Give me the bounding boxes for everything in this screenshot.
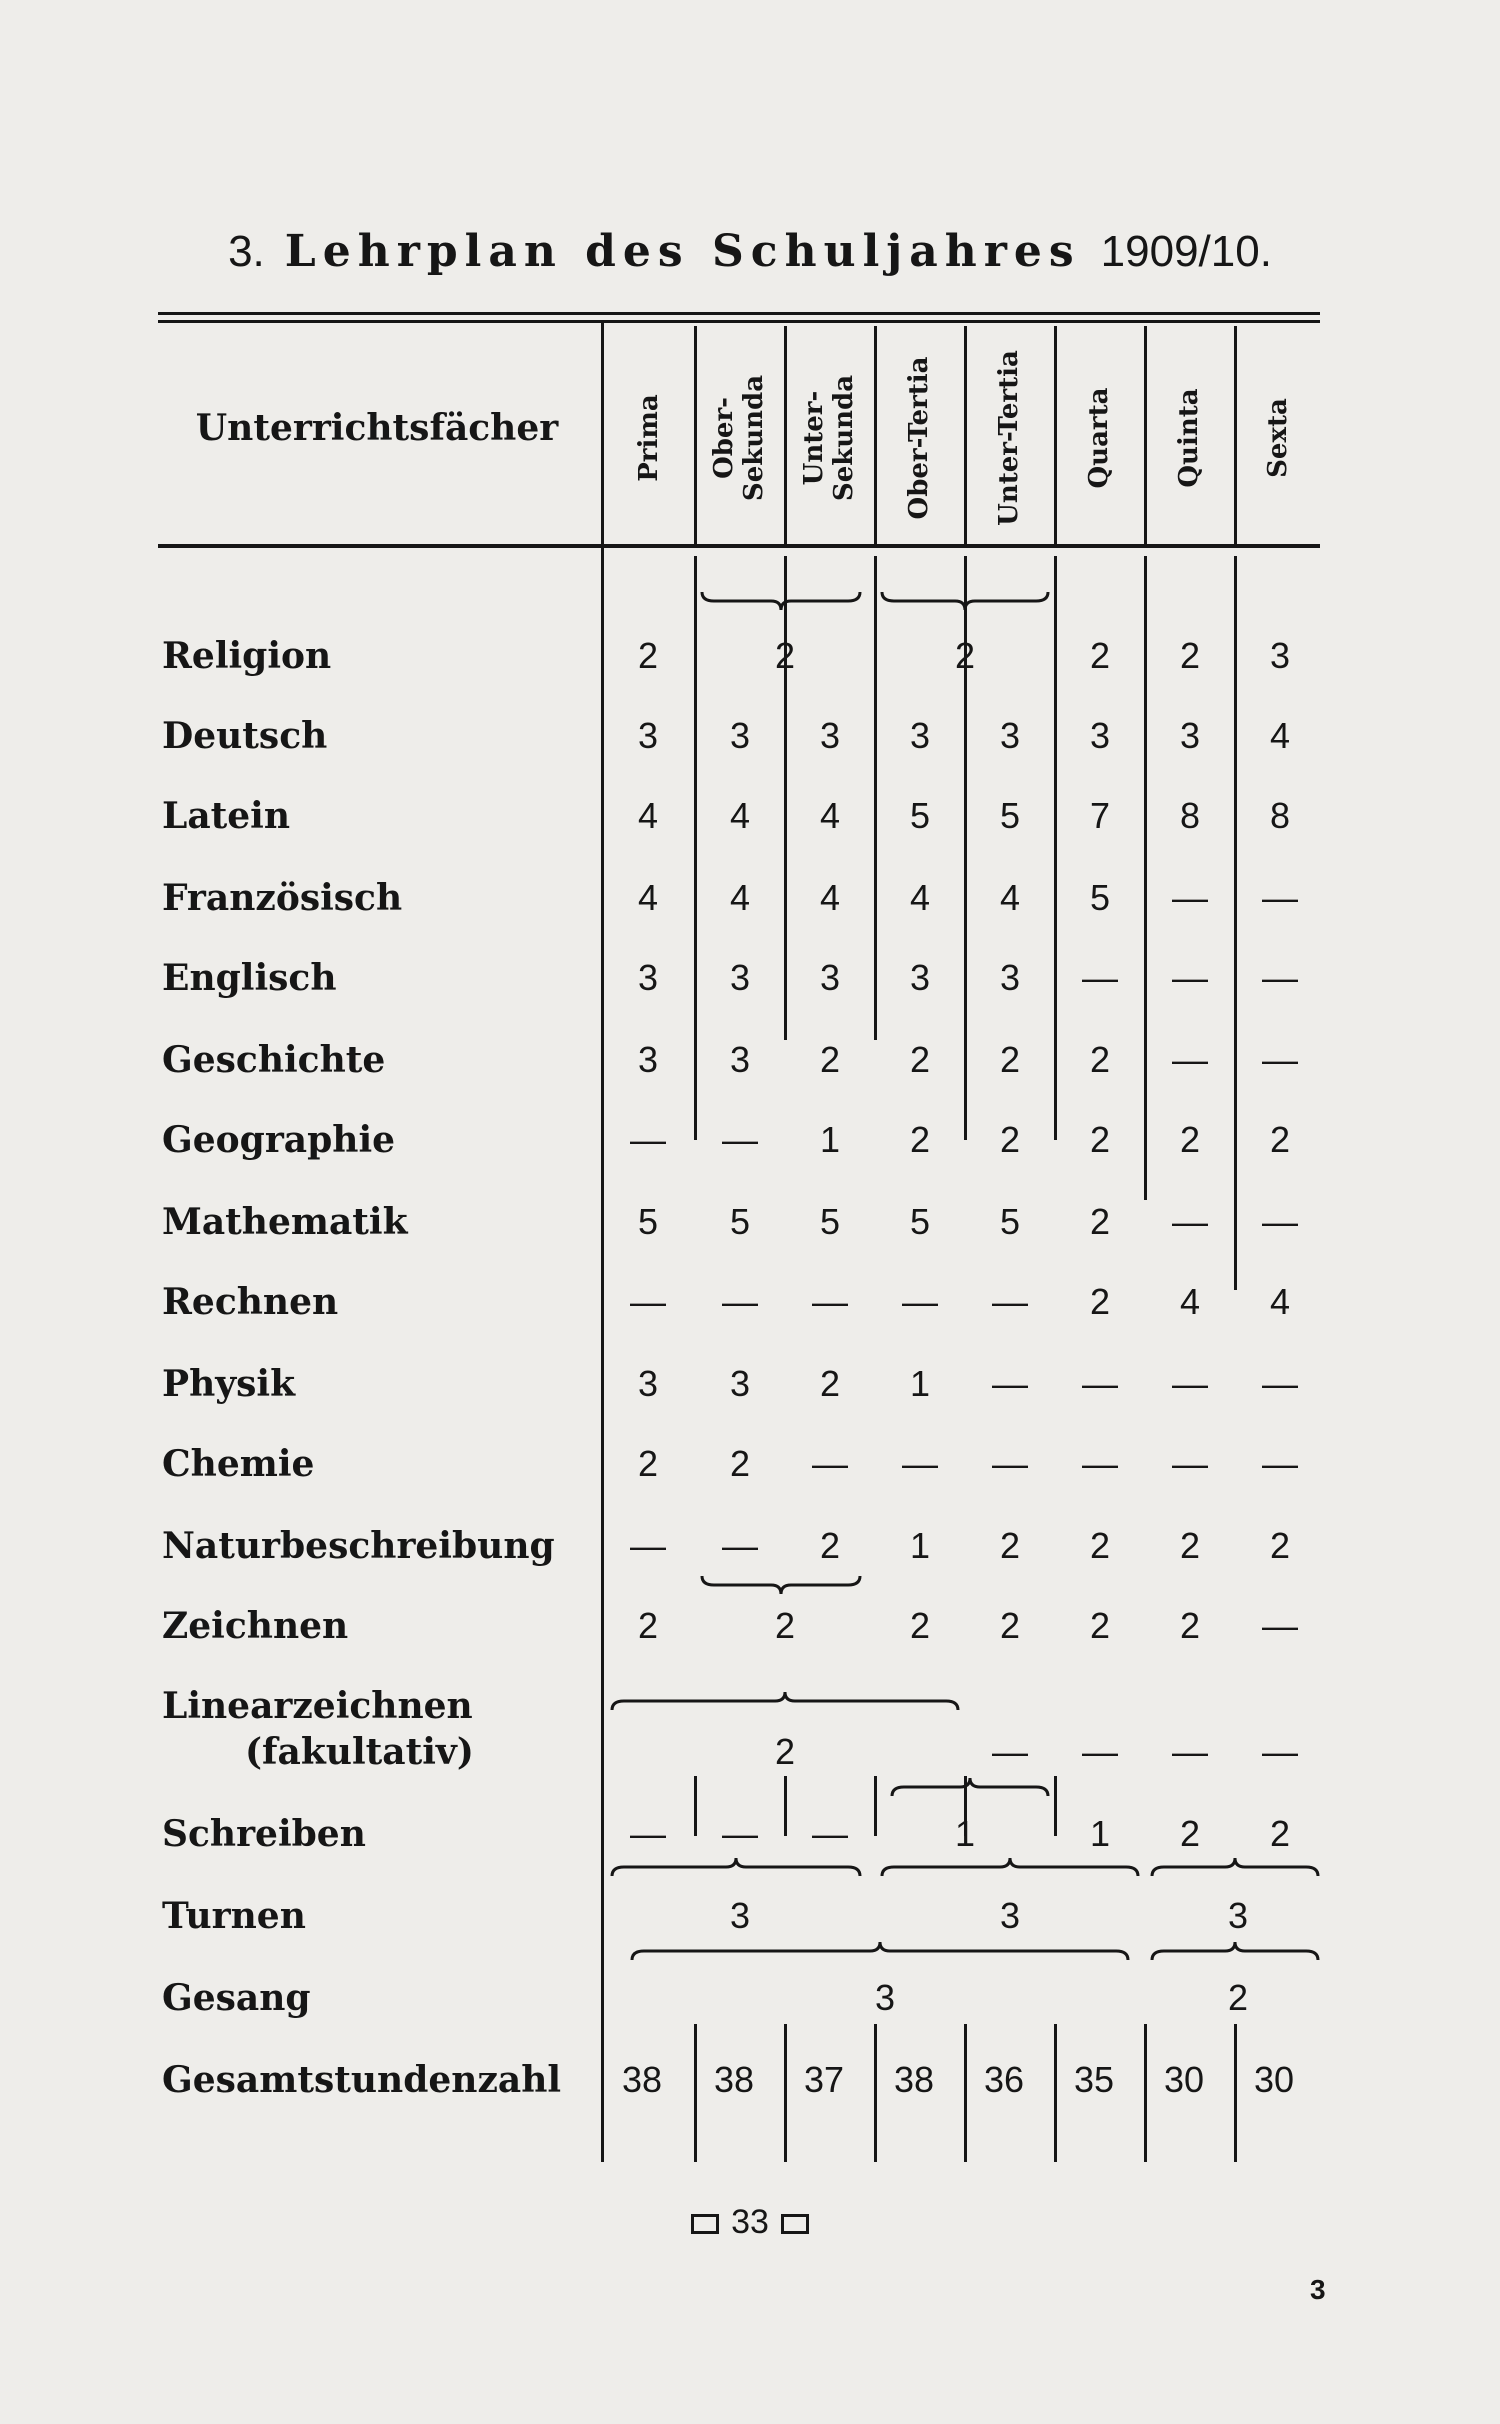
table-cell: 2 — [774, 635, 796, 676]
table-cell: — — [1262, 1731, 1298, 1772]
column-header-label — [1263, 398, 1293, 478]
column-header-line: Unter-Tertia — [994, 350, 1024, 526]
table-cell: 3 — [1269, 635, 1291, 676]
subject-label: Gesamtstundenzahl — [162, 2059, 562, 2101]
table-cell: — — [1262, 1201, 1298, 1242]
table-cell: 3 — [729, 1039, 751, 1080]
column-header-line: Sekunda — [829, 374, 859, 502]
table-cell: 30 — [1163, 2059, 1205, 2100]
column-header-label — [904, 357, 934, 520]
subject-label: Schreiben — [162, 1813, 366, 1855]
table-cell: 3 — [1179, 715, 1201, 756]
table-cell: 2 — [819, 1525, 841, 1566]
table-cell: 7 — [1089, 795, 1111, 836]
page-number — [0, 2200, 1500, 2244]
table-cell: 4 — [637, 795, 659, 836]
column-header — [1234, 338, 1322, 538]
table-cell: 4 — [637, 877, 659, 918]
table-cell: 2 — [637, 635, 659, 676]
group-brace — [880, 590, 1050, 612]
top-rule-2 — [158, 320, 1320, 323]
column-divider — [874, 1776, 877, 1836]
group-brace — [890, 1776, 1050, 1798]
table-cell: — — [1172, 877, 1208, 918]
table-cell: — — [1262, 1443, 1298, 1484]
column-divider — [694, 326, 697, 546]
group-brace — [880, 1856, 1140, 1878]
title-number: 3. — [228, 227, 265, 276]
table-cell: — — [992, 1731, 1028, 1772]
table-cell: 3 — [909, 715, 931, 756]
table-cell: 2 — [637, 1443, 659, 1484]
table-cell: 35 — [1073, 2059, 1115, 2100]
table-cell: — — [630, 1813, 666, 1854]
table-cell: — — [722, 1281, 758, 1322]
table-cell: 3 — [999, 957, 1021, 998]
table-cell: — — [902, 1281, 938, 1322]
column-header-line: Quinta — [1174, 388, 1204, 488]
table-cell: 2 — [1089, 635, 1111, 676]
table-cell: — — [1082, 1731, 1118, 1772]
group-brace — [1150, 1856, 1320, 1878]
column-divider — [784, 326, 787, 546]
column-divider — [874, 556, 877, 1040]
group-brace — [700, 590, 862, 612]
table-cell: — — [1082, 1363, 1118, 1404]
table-cell: 4 — [1269, 715, 1291, 756]
subject-label: Geschichte — [162, 1039, 386, 1081]
subject-label: Gesang — [162, 1977, 311, 2019]
column-header — [604, 338, 694, 538]
table-cell: 3 — [1227, 1895, 1249, 1936]
table-cell: — — [630, 1119, 666, 1160]
table-cell: — — [1172, 1039, 1208, 1080]
table-cell: 2 — [819, 1363, 841, 1404]
table-cell: 3 — [637, 1363, 659, 1404]
column-divider — [1234, 556, 1237, 1290]
table-cell: — — [902, 1443, 938, 1484]
table-cell: 4 — [1179, 1281, 1201, 1322]
column-header-line: Unter- — [799, 390, 829, 486]
table-cell: — — [1262, 877, 1298, 918]
table-cell: 4 — [729, 877, 751, 918]
subject-label: Deutsch — [162, 715, 328, 757]
table-cell: — — [1172, 1443, 1208, 1484]
table-cell: 1 — [909, 1363, 931, 1404]
column-divider — [1054, 326, 1057, 546]
table-cell: 2 — [909, 1119, 931, 1160]
table-cell: 4 — [729, 795, 751, 836]
table-cell: 2 — [637, 1605, 659, 1646]
column-header-label — [799, 375, 859, 501]
table-cell: 2 — [1089, 1119, 1111, 1160]
table-cell: 3 — [999, 1895, 1021, 1936]
table-cell: 2 — [999, 1525, 1021, 1566]
column-divider — [1054, 556, 1057, 1140]
table-cell: 2 — [774, 1731, 796, 1772]
column-header — [874, 338, 964, 538]
column-header — [964, 338, 1054, 538]
table-cell: 2 — [819, 1039, 841, 1080]
table-cell: 2 — [999, 1119, 1021, 1160]
table-cell: 3 — [819, 957, 841, 998]
group-brace — [610, 1856, 862, 1878]
table-cell: — — [722, 1119, 758, 1160]
table-cell: — — [812, 1443, 848, 1484]
table-cell: — — [812, 1281, 848, 1322]
column-divider — [1054, 1776, 1057, 1836]
subject-label: (fakultativ) — [245, 1731, 474, 1773]
title-text: Lehrplan des Schuljahres — [284, 226, 1081, 277]
table-cell: 4 — [1269, 1281, 1291, 1322]
top-rule-1 — [158, 312, 1320, 315]
table-cell: — — [722, 1525, 758, 1566]
table-cell: — — [1172, 1201, 1208, 1242]
table-cell: 5 — [637, 1201, 659, 1242]
table-cell: — — [630, 1525, 666, 1566]
table-cell: — — [1082, 957, 1118, 998]
table-cell: 4 — [999, 877, 1021, 918]
table-cell: — — [722, 1813, 758, 1854]
subject-label: Zeichnen — [162, 1605, 349, 1647]
column-header-line: Sexta — [1263, 398, 1293, 478]
table-cell: 3 — [637, 1039, 659, 1080]
column-divider — [964, 326, 967, 546]
table-cell: 2 — [999, 1605, 1021, 1646]
table-cell: 1 — [1089, 1813, 1111, 1854]
column-divider — [601, 320, 604, 2162]
table-cell: 2 — [1227, 1977, 1249, 2018]
square-ornament-icon — [781, 2214, 809, 2234]
table-cell: 3 — [909, 957, 931, 998]
table-cell: 4 — [819, 877, 841, 918]
table-cell: 3 — [1089, 715, 1111, 756]
table-cell: 2 — [1269, 1813, 1291, 1854]
subject-label: Physik — [162, 1363, 296, 1405]
column-header-line: Sekunda — [739, 374, 769, 502]
corner-number: 3 — [1310, 2274, 1326, 2305]
table-cell: 8 — [1269, 795, 1291, 836]
column-header-line: Ober- — [709, 397, 739, 479]
table-cell: 3 — [729, 715, 751, 756]
table-cell: 2 — [909, 1605, 931, 1646]
table-cell: 5 — [819, 1201, 841, 1242]
table-cell: 3 — [637, 957, 659, 998]
subject-label: Turnen — [162, 1895, 306, 1937]
table-cell: — — [1262, 1363, 1298, 1404]
table-cell: — — [992, 1363, 1028, 1404]
table-cell: 2 — [1089, 1525, 1111, 1566]
column-divider — [1234, 326, 1237, 546]
table-cell: — — [1262, 1605, 1298, 1646]
table-cell: 3 — [729, 1363, 751, 1404]
table-cell: 2 — [1179, 1813, 1201, 1854]
table-cell: 38 — [713, 2059, 755, 2100]
subject-label: Geographie — [162, 1119, 396, 1161]
table-cell: 1 — [819, 1119, 841, 1160]
table-cell: 30 — [1253, 2059, 1295, 2100]
table-cell: 2 — [1269, 1119, 1291, 1160]
table-cell: 3 — [637, 715, 659, 756]
table-cell: — — [992, 1443, 1028, 1484]
table-cell: 4 — [819, 795, 841, 836]
table-cell: 8 — [1179, 795, 1201, 836]
subject-label: Naturbeschreibung — [162, 1525, 555, 1567]
column-divider — [694, 1776, 697, 1836]
table-cell: — — [630, 1281, 666, 1322]
subject-label: Linearzeichnen — [162, 1685, 473, 1727]
table-cell: — — [1172, 957, 1208, 998]
page-title — [0, 222, 1500, 282]
table-cell: 2 — [1089, 1039, 1111, 1080]
subject-label: Mathematik — [162, 1201, 408, 1243]
table-cell: 2 — [729, 1443, 751, 1484]
table-cell: — — [812, 1813, 848, 1854]
table-cell: 5 — [909, 1201, 931, 1242]
column-divider — [1144, 556, 1147, 1200]
subject-label: Englisch — [162, 957, 337, 999]
group-brace — [610, 1690, 960, 1712]
table-cell: — — [1172, 1731, 1208, 1772]
table-cell: — — [992, 1281, 1028, 1322]
table-cell: 37 — [803, 2059, 845, 2100]
column-header-line: Quarta — [1084, 387, 1114, 489]
table-cell: 5 — [999, 1201, 1021, 1242]
table-cell: 5 — [1089, 877, 1111, 918]
table-cell: 2 — [1089, 1605, 1111, 1646]
table-cell: 2 — [1179, 1605, 1201, 1646]
table-cell: 3 — [874, 1977, 896, 2018]
table-cell: 4 — [909, 877, 931, 918]
column-header-label — [634, 394, 664, 481]
table-cell: 1 — [954, 1813, 976, 1854]
table-cell: 2 — [1179, 1525, 1201, 1566]
table-cell: 1 — [909, 1525, 931, 1566]
subject-label: Latein — [162, 795, 291, 837]
table-cell: 5 — [729, 1201, 751, 1242]
subject-label: Französisch — [162, 877, 403, 919]
group-brace — [700, 1574, 862, 1596]
column-header-line: Prima — [634, 394, 664, 482]
column-divider — [1144, 326, 1147, 546]
table-cell: 2 — [999, 1039, 1021, 1080]
table-cell: 38 — [893, 2059, 935, 2100]
column-divider — [784, 1776, 787, 1836]
table-cell: 36 — [983, 2059, 1025, 2100]
column-header — [694, 338, 784, 538]
table-cell: 2 — [1179, 1119, 1201, 1160]
column-header-label — [994, 350, 1024, 526]
table-cell: — — [1082, 1443, 1118, 1484]
table-cell: — — [1262, 1039, 1298, 1080]
group-brace — [1150, 1940, 1320, 1962]
table-cell: — — [1172, 1363, 1208, 1404]
table-cell: 38 — [621, 2059, 663, 2100]
subject-label: Religion — [162, 635, 332, 677]
column-header-label — [1084, 388, 1114, 489]
title-year: 1909/10. — [1100, 227, 1272, 276]
column-header-label — [1174, 388, 1204, 487]
table-cell: 3 — [729, 1895, 751, 1936]
subjects-header: Unterrichtsfächer — [195, 407, 559, 449]
table-cell: 2 — [1089, 1201, 1111, 1242]
column-header-label — [709, 375, 769, 501]
column-divider — [784, 556, 787, 1040]
group-brace — [630, 1940, 1130, 1962]
table-cell: 2 — [1089, 1281, 1111, 1322]
table-cell: 3 — [729, 957, 751, 998]
table-cell: 3 — [819, 715, 841, 756]
table-cell: 2 — [1179, 635, 1201, 676]
table-cell: 2 — [1269, 1525, 1291, 1566]
column-divider — [874, 326, 877, 546]
table-cell: 2 — [954, 635, 976, 676]
subject-label: Rechnen — [162, 1281, 339, 1323]
table-cell: 5 — [999, 795, 1021, 836]
column-divider — [694, 556, 697, 1140]
column-header-line: Ober-Tertia — [904, 356, 934, 520]
subject-label: Chemie — [162, 1443, 315, 1485]
table-cell: 3 — [999, 715, 1021, 756]
page-number-text: 33 — [731, 2203, 769, 2241]
column-header — [1054, 338, 1144, 538]
table-cell: 2 — [909, 1039, 931, 1080]
table-cell: 2 — [774, 1605, 796, 1646]
table-cell: — — [1262, 957, 1298, 998]
column-header — [1144, 338, 1234, 538]
table-cell: 5 — [909, 795, 931, 836]
column-header — [784, 338, 874, 538]
square-ornament-icon — [691, 2214, 719, 2234]
